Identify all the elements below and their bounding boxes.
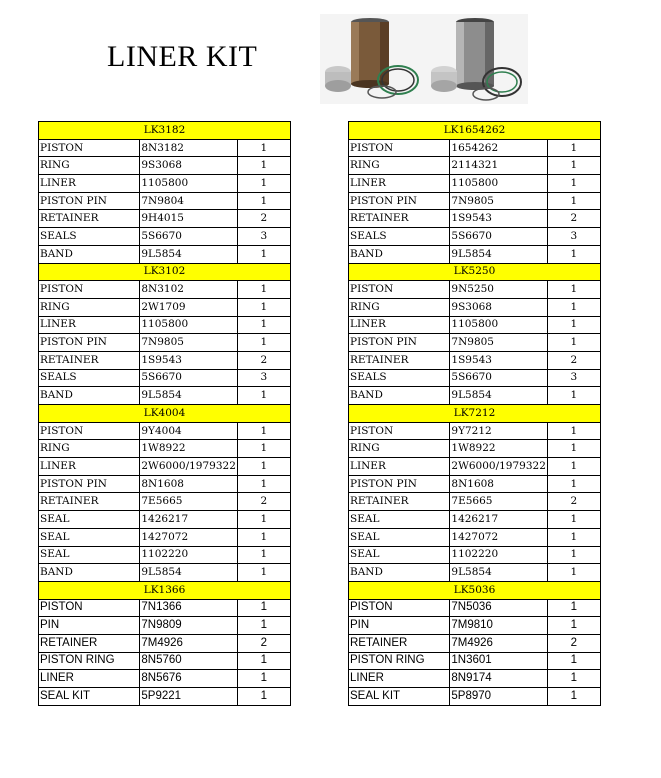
part-name: PISTON	[39, 281, 140, 299]
part-number: 1105800	[140, 175, 237, 193]
table-row	[349, 493, 601, 511]
table-row	[39, 245, 291, 263]
part-name: PISTON RING	[349, 652, 450, 670]
part-number: 7N5036	[450, 599, 547, 617]
table-row	[39, 440, 291, 458]
part-number: 7M4926	[140, 634, 237, 652]
quantity: 1	[237, 192, 290, 210]
part-name: PISTON PIN	[39, 334, 140, 352]
part-name: SEALS	[39, 228, 140, 246]
part-name: SEALS	[349, 228, 450, 246]
part-number: 9L5854	[450, 245, 547, 263]
table-row	[39, 351, 291, 369]
table-row	[349, 670, 601, 688]
part-number: 9Y7212	[450, 422, 547, 440]
quantity: 1	[237, 175, 290, 193]
quantity: 1	[547, 528, 600, 546]
part-number: 8N1608	[450, 475, 547, 493]
part-name: PISTON	[39, 139, 140, 157]
part-name: BAND	[39, 387, 140, 405]
quantity: 1	[547, 139, 600, 157]
part-name: PISTON PIN	[349, 192, 450, 210]
table-row	[349, 192, 601, 210]
quantity: 2	[237, 493, 290, 511]
part-name: BAND	[39, 564, 140, 582]
part-name: RING	[39, 157, 140, 175]
right-liner-kit-table	[348, 121, 601, 706]
quantity: 1	[547, 387, 600, 405]
part-number: 1S9543	[140, 351, 237, 369]
part-name: BAND	[39, 245, 140, 263]
part-number: 7M9810	[450, 617, 547, 635]
part-number: 8N9174	[450, 670, 547, 688]
quantity: 1	[237, 281, 290, 299]
table-row	[349, 351, 601, 369]
table-row	[349, 617, 601, 635]
part-number: 1W8922	[450, 440, 547, 458]
table-row	[39, 511, 291, 529]
table-row	[349, 511, 601, 529]
table-row	[39, 458, 291, 476]
table-row	[39, 670, 291, 688]
table-row	[39, 139, 291, 157]
part-number: 1105800	[140, 316, 237, 334]
quantity: 1	[237, 511, 290, 529]
right-table-body	[349, 122, 601, 706]
part-name: SEAL	[39, 511, 140, 529]
part-name: PISTON	[349, 422, 450, 440]
kit-number: LK3182	[39, 122, 291, 140]
part-name: RETAINER	[39, 351, 140, 369]
kit-number: LK5036	[349, 581, 601, 599]
table-row	[349, 546, 601, 564]
quantity: 1	[237, 528, 290, 546]
table-row	[349, 528, 601, 546]
table-row	[349, 564, 601, 582]
table-row	[349, 210, 601, 228]
part-name: RETAINER	[349, 351, 450, 369]
part-number: 2W6000/1979322	[450, 458, 547, 476]
part-name: BAND	[349, 564, 450, 582]
part-number: 1S9543	[450, 210, 547, 228]
quantity: 1	[547, 564, 600, 582]
part-number: 1427072	[450, 528, 547, 546]
part-number: 7M4926	[450, 634, 547, 652]
quantity: 1	[237, 245, 290, 263]
part-name: LINER	[39, 458, 140, 476]
page-title: LINER KIT	[107, 40, 258, 73]
quantity: 1	[547, 688, 600, 706]
quantity: 1	[237, 139, 290, 157]
table-row	[39, 387, 291, 405]
quantity: 1	[237, 422, 290, 440]
part-number: 1426217	[140, 511, 237, 529]
table-row	[39, 634, 291, 652]
part-name: LINER	[349, 458, 450, 476]
table-row	[349, 228, 601, 246]
quantity: 1	[237, 599, 290, 617]
part-name: RING	[39, 298, 140, 316]
part-name: RING	[349, 298, 450, 316]
part-number: 1102220	[450, 546, 547, 564]
part-number: 7E5665	[450, 493, 547, 511]
part-number: 1426217	[450, 511, 547, 529]
part-number: 7N1366	[140, 599, 237, 617]
quantity: 1	[547, 245, 600, 263]
part-number: 5S6670	[140, 228, 237, 246]
table-row	[349, 440, 601, 458]
part-name: LINER	[349, 175, 450, 193]
part-name: PISTON PIN	[39, 192, 140, 210]
quantity: 3	[237, 369, 290, 387]
quantity: 1	[547, 599, 600, 617]
part-number: 9N5250	[450, 281, 547, 299]
part-name: RETAINER	[39, 210, 140, 228]
part-name: SEALS	[39, 369, 140, 387]
part-number: 8N5676	[140, 670, 237, 688]
kit-header-row	[349, 263, 601, 281]
table-row	[349, 387, 601, 405]
part-name: PIN	[39, 617, 140, 635]
quantity: 1	[237, 298, 290, 316]
quantity: 2	[547, 210, 600, 228]
table-row	[39, 546, 291, 564]
table-row	[349, 599, 601, 617]
part-number: 1S9543	[450, 351, 547, 369]
quantity: 1	[547, 316, 600, 334]
part-number: 5P8970	[450, 688, 547, 706]
quantity: 1	[547, 652, 600, 670]
part-number: 1W8922	[140, 440, 237, 458]
part-name: RETAINER	[39, 634, 140, 652]
table-row	[349, 157, 601, 175]
part-number: 5S6670	[140, 369, 237, 387]
table-row	[39, 475, 291, 493]
quantity: 1	[547, 298, 600, 316]
table-row	[39, 564, 291, 582]
quantity: 1	[547, 617, 600, 635]
part-number: 2W6000/1979322	[140, 458, 237, 476]
part-number: 7N9805	[450, 334, 547, 352]
part-name: LINER	[349, 670, 450, 688]
part-number: 1N3601	[450, 652, 547, 670]
part-name: RING	[39, 440, 140, 458]
part-number: 9S3068	[450, 298, 547, 316]
part-number: 1427072	[140, 528, 237, 546]
part-number: 9Y4004	[140, 422, 237, 440]
quantity: 1	[547, 334, 600, 352]
table-row	[349, 688, 601, 706]
quantity: 3	[547, 369, 600, 387]
part-number: 9L5854	[450, 564, 547, 582]
kit-header-row	[39, 122, 291, 140]
kit-number: LK3102	[39, 263, 291, 281]
quantity: 2	[237, 210, 290, 228]
table-row	[349, 298, 601, 316]
part-name: SEAL	[349, 511, 450, 529]
table-row	[349, 316, 601, 334]
part-name: PISTON	[349, 139, 450, 157]
part-name: LINER	[349, 316, 450, 334]
quantity: 1	[547, 440, 600, 458]
table-row	[39, 617, 291, 635]
part-name: PISTON PIN	[349, 334, 450, 352]
part-number: 2114321	[450, 157, 547, 175]
table-row	[39, 210, 291, 228]
part-name: PISTON	[39, 599, 140, 617]
part-name: SEAL	[349, 546, 450, 564]
table-row	[349, 245, 601, 263]
table-row	[39, 528, 291, 546]
part-number: 1102220	[140, 546, 237, 564]
part-number: 2W1709	[140, 298, 237, 316]
table-row	[349, 652, 601, 670]
part-number: 1105800	[450, 175, 547, 193]
part-number: 8N5760	[140, 652, 237, 670]
quantity: 1	[547, 546, 600, 564]
part-number: 9L5854	[140, 387, 237, 405]
table-row	[39, 652, 291, 670]
quantity: 2	[237, 351, 290, 369]
kit-header-row	[39, 263, 291, 281]
kit-number: LK5250	[349, 263, 601, 281]
quantity: 1	[547, 281, 600, 299]
part-name: PISTON	[349, 599, 450, 617]
part-name: LINER	[39, 670, 140, 688]
kit-header-row	[349, 122, 601, 140]
quantity: 2	[237, 634, 290, 652]
quantity: 2	[547, 351, 600, 369]
quantity: 1	[237, 670, 290, 688]
quantity: 1	[547, 422, 600, 440]
table-row	[349, 475, 601, 493]
part-number: 7E5665	[140, 493, 237, 511]
quantity: 1	[547, 475, 600, 493]
part-number: 9S3068	[140, 157, 237, 175]
table-row	[39, 688, 291, 706]
part-number: 5S6670	[450, 228, 547, 246]
quantity: 1	[547, 458, 600, 476]
kit-header-row	[349, 581, 601, 599]
part-name: RETAINER	[349, 210, 450, 228]
table-row	[39, 493, 291, 511]
part-name: RETAINER	[349, 634, 450, 652]
kit-header-row	[39, 581, 291, 599]
part-name: SEAL KIT	[39, 688, 140, 706]
quantity: 1	[547, 192, 600, 210]
kit-number: LK1654262	[349, 122, 601, 140]
table-row	[39, 316, 291, 334]
kit-header-row	[349, 405, 601, 423]
part-name: BAND	[349, 387, 450, 405]
part-number: 8N3182	[140, 139, 237, 157]
table-row	[39, 175, 291, 193]
quantity: 1	[237, 546, 290, 564]
quantity: 1	[237, 688, 290, 706]
quantity: 3	[547, 228, 600, 246]
quantity: 1	[237, 652, 290, 670]
table-row	[39, 369, 291, 387]
part-number: 8N3102	[140, 281, 237, 299]
quantity: 1	[237, 157, 290, 175]
part-number: 1654262	[450, 139, 547, 157]
part-number: 9L5854	[140, 564, 237, 582]
table-row	[39, 192, 291, 210]
part-name: SEAL	[39, 546, 140, 564]
quantity: 2	[547, 493, 600, 511]
part-name: PISTON	[349, 281, 450, 299]
quantity: 1	[237, 440, 290, 458]
table-row	[39, 298, 291, 316]
part-name: PIN	[349, 617, 450, 635]
table-row	[349, 458, 601, 476]
part-name: RING	[349, 157, 450, 175]
part-name: SEAL KIT	[349, 688, 450, 706]
part-name: PISTON RING	[39, 652, 140, 670]
part-number: 7N9805	[450, 192, 547, 210]
part-number: 7N9809	[140, 617, 237, 635]
table-row	[39, 334, 291, 352]
part-name: PISTON PIN	[349, 475, 450, 493]
part-number: 5S6670	[450, 369, 547, 387]
quantity: 1	[237, 458, 290, 476]
part-number: 1105800	[450, 316, 547, 334]
part-name: RING	[349, 440, 450, 458]
part-name: BAND	[349, 245, 450, 263]
table-row	[349, 634, 601, 652]
kit-header-row	[39, 405, 291, 423]
part-name: RETAINER	[39, 493, 140, 511]
table-row	[39, 228, 291, 246]
table-row	[39, 422, 291, 440]
quantity: 1	[237, 316, 290, 334]
liner-kit-photo	[320, 14, 528, 104]
kit-number: LK4004	[39, 405, 291, 423]
table-row	[349, 281, 601, 299]
part-name: SEALS	[349, 369, 450, 387]
part-number: 7N9805	[140, 334, 237, 352]
table-row	[39, 281, 291, 299]
table-row	[39, 157, 291, 175]
part-number: 9L5854	[450, 387, 547, 405]
table-row	[349, 139, 601, 157]
quantity: 1	[237, 564, 290, 582]
part-name: PISTON PIN	[39, 475, 140, 493]
part-name: PISTON	[39, 422, 140, 440]
quantity: 1	[237, 475, 290, 493]
quantity: 2	[547, 634, 600, 652]
part-number: 8N1608	[140, 475, 237, 493]
part-number: 5P9221	[140, 688, 237, 706]
table-row	[349, 175, 601, 193]
quantity: 1	[547, 511, 600, 529]
quantity: 3	[237, 228, 290, 246]
table-row	[39, 599, 291, 617]
quantity: 1	[237, 617, 290, 635]
part-number: 9L5854	[140, 245, 237, 263]
quantity: 1	[547, 670, 600, 688]
part-name: LINER	[39, 316, 140, 334]
table-row	[349, 422, 601, 440]
part-number: 9H4015	[140, 210, 237, 228]
part-name: SEAL	[39, 528, 140, 546]
part-name: SEAL	[349, 528, 450, 546]
quantity: 1	[237, 387, 290, 405]
table-row	[349, 369, 601, 387]
quantity: 1	[237, 334, 290, 352]
quantity: 1	[547, 157, 600, 175]
table-row	[349, 334, 601, 352]
part-name: RETAINER	[349, 493, 450, 511]
kit-number: LK1366	[39, 581, 291, 599]
part-number: 7N9804	[140, 192, 237, 210]
part-name: LINER	[39, 175, 140, 193]
left-liner-kit-table	[38, 121, 291, 706]
left-table-body	[39, 122, 291, 706]
kit-number: LK7212	[349, 405, 601, 423]
quantity: 1	[547, 175, 600, 193]
